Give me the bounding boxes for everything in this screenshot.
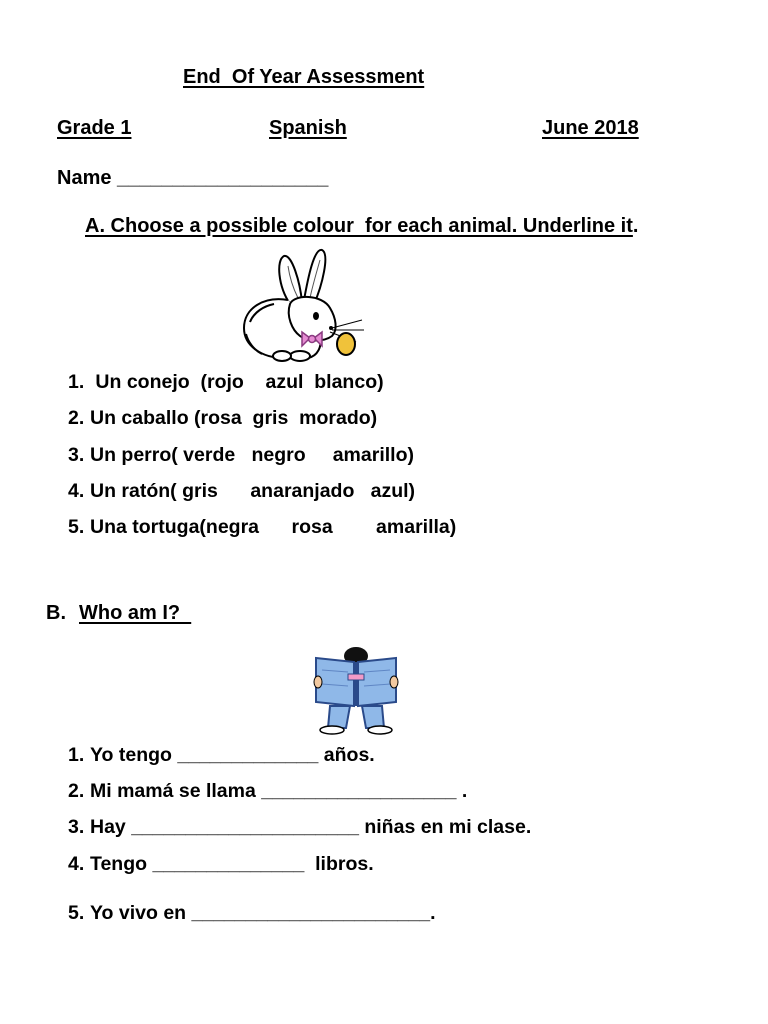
name-field: Name ___________________ xyxy=(57,167,329,189)
section-b-heading: Who am I? xyxy=(79,602,192,624)
section-a-instruction-text: A. Choose a possible colour for each animal. Underline it xyxy=(85,215,633,237)
list-text: Tengo ______________ libros. xyxy=(90,853,374,875)
date-label: June 2018 xyxy=(542,117,639,139)
list-item xyxy=(68,902,436,925)
list-number: 5. xyxy=(68,516,85,538)
list-text: Un conejo (rojo azul blanco) xyxy=(90,371,384,393)
list-number: 2. xyxy=(68,407,85,429)
list-number: 3. xyxy=(68,816,85,838)
list-text: Un perro( verde negro amarillo) xyxy=(90,444,414,466)
list-text: Una tortuga(negra rosa amarilla) xyxy=(90,516,457,538)
list-text: Un ratón( gris anaranjado azul) xyxy=(90,480,416,502)
grade-label: Grade 1 xyxy=(57,117,132,139)
section-b-letter: B. xyxy=(46,602,66,624)
list-item xyxy=(68,444,414,467)
list-number: 1. xyxy=(68,744,85,766)
page-title: End Of Year Assessment xyxy=(183,66,425,88)
list-number: 3. xyxy=(68,444,85,466)
list-number: 5. xyxy=(68,902,85,924)
child-reading-book-icon xyxy=(310,644,402,736)
list-number: 4. xyxy=(68,480,85,502)
section-a-instruction-period: . xyxy=(632,215,639,237)
list-item xyxy=(68,744,375,767)
list-item xyxy=(68,780,467,803)
list-text: Mi mamá se llama __________________ . xyxy=(90,780,468,802)
list-item xyxy=(68,853,374,876)
list-text: Hay _____________________ niñas en mi clase. xyxy=(90,816,532,838)
list-number: 1. xyxy=(68,371,85,393)
section-a-instruction xyxy=(85,215,638,238)
list-number: 2. xyxy=(68,780,85,802)
rabbit-with-egg-icon xyxy=(238,246,368,364)
list-text: Yo tengo _____________ años. xyxy=(90,744,375,766)
list-item xyxy=(68,516,456,539)
list-text: Yo vivo en ______________________. xyxy=(90,902,436,924)
subject-label: Spanish xyxy=(269,117,347,139)
list-item xyxy=(68,816,531,839)
list-item xyxy=(68,371,384,394)
list-item xyxy=(68,480,415,503)
list-item xyxy=(68,407,377,430)
list-number: 4. xyxy=(68,853,85,875)
list-text: Un caballo (rosa gris morado) xyxy=(90,407,378,429)
